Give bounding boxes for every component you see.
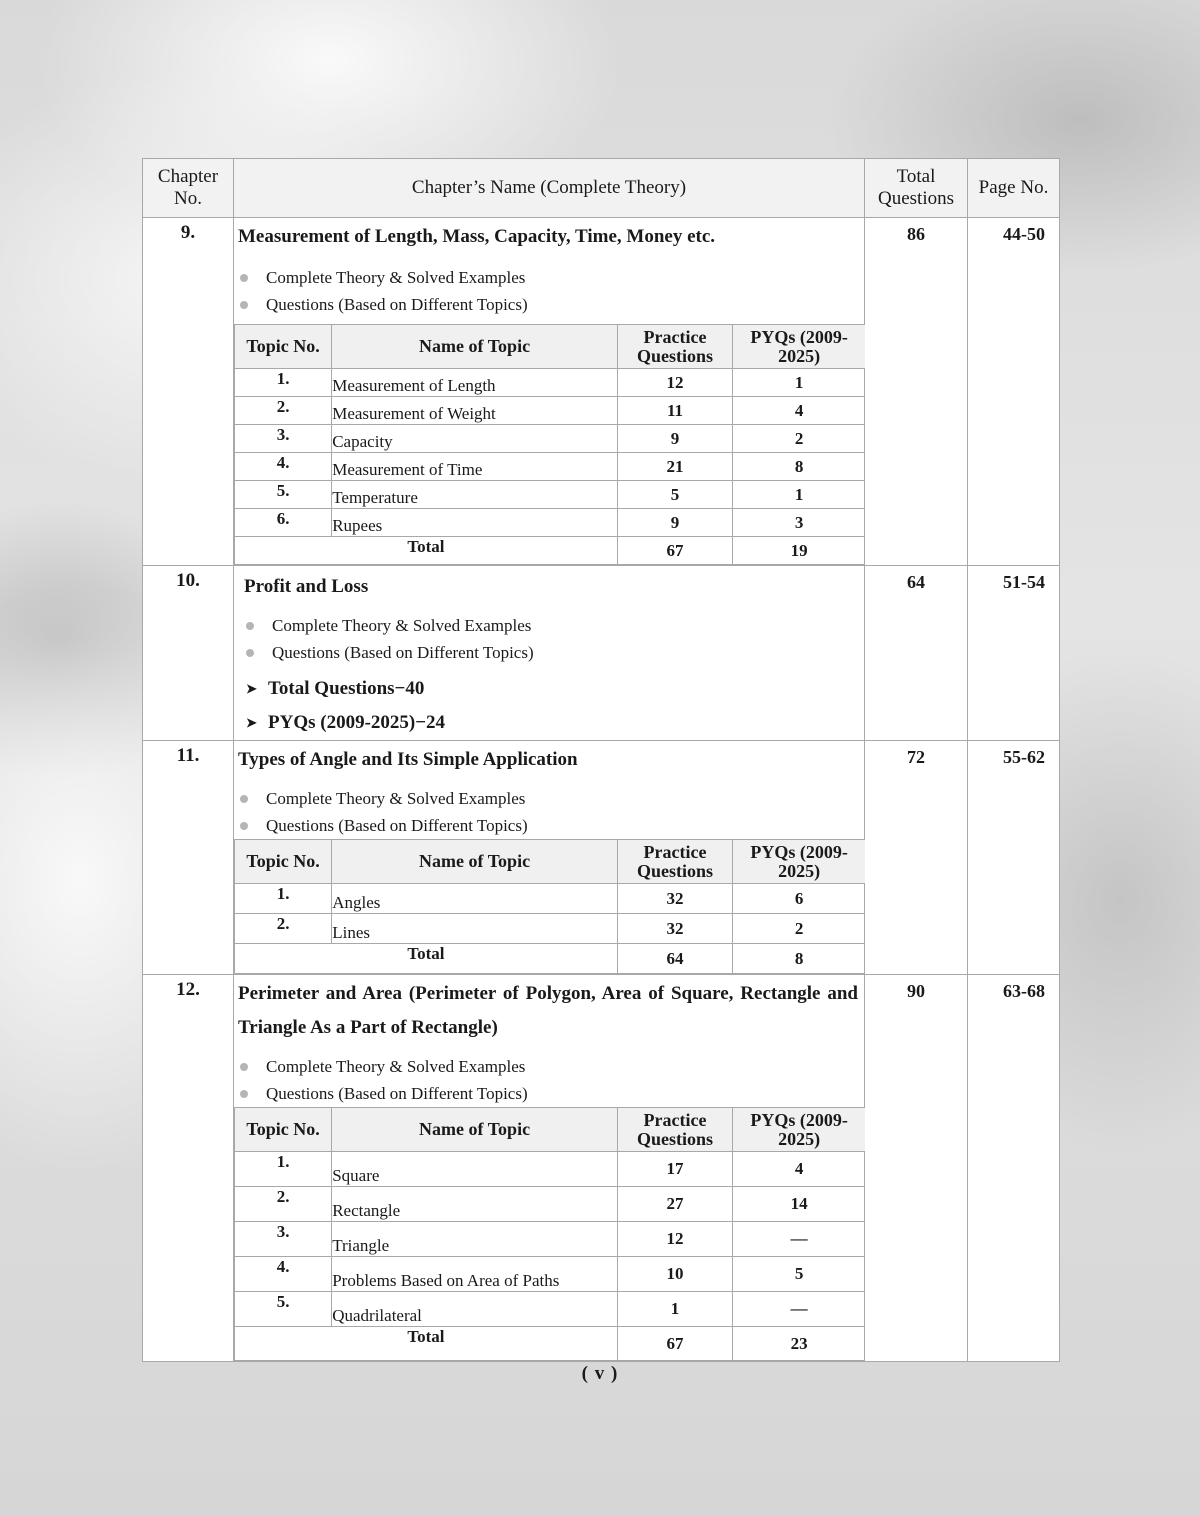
topics-header-row: [235, 325, 866, 369]
bullet-dot-icon: [240, 822, 248, 830]
chapter-pages: 51-54: [1003, 572, 1045, 592]
chapter-total-questions: 86: [865, 218, 968, 565]
table-row: 2. Measurement of Weight 11 4: [235, 397, 866, 425]
table-row: 1. Square 17 4: [235, 1152, 866, 1187]
bullet-dot-icon: [240, 301, 248, 309]
arrow-right-icon: ➤: [246, 715, 257, 730]
th-topic-name: Name of Topic: [332, 325, 618, 369]
table-row: 4. Problems Based on Area of Paths 10 5: [235, 1257, 866, 1292]
topics-table: [234, 1107, 865, 1361]
chapter-bullets: [234, 1053, 864, 1107]
chapter-number: 12.: [143, 975, 234, 1361]
bullet-item: Complete Theory & Solved Examples: [240, 1053, 864, 1080]
table-row: 5. Temperature 5 1: [235, 481, 866, 509]
bullet-dot-icon: [246, 649, 254, 657]
total-row: Total 67 23: [235, 1327, 866, 1361]
chapter-content: [234, 741, 865, 974]
bullet-item: Questions (Based on Different Topics): [240, 291, 864, 318]
chapter-number: 11.: [143, 741, 234, 974]
bullet-item: Complete Theory & Solved Examples: [240, 264, 864, 291]
table-row: 2. Rectangle 27 14: [235, 1187, 866, 1222]
chapter-bullets: [234, 785, 864, 839]
table-row: 1. Measurement of Length 12 1: [235, 369, 866, 397]
chapter-number: 10.: [143, 566, 234, 740]
th-practice: Practice Questions: [617, 1108, 732, 1152]
bullet-dot-icon: [240, 274, 248, 282]
bullet-item: Questions (Based on Different Topics): [246, 639, 864, 666]
th-pyqs: PYQs (2009-2025): [733, 840, 865, 884]
table-row: 3. Capacity 9 2: [235, 425, 866, 453]
bullet-dot-icon: [240, 1063, 248, 1071]
chapter-row: [143, 218, 1059, 566]
chapter-total-questions: 90: [865, 975, 968, 1361]
table-row: 2. Lines 32 2: [235, 914, 866, 944]
chapter-summary: [246, 672, 864, 740]
table-row: 1. Angles 32 6: [235, 884, 866, 914]
table-row: 3. Triangle 12 —: [235, 1222, 866, 1257]
table-row: 6. Rupees 9 3: [235, 509, 866, 537]
chapter-row: [143, 566, 1059, 741]
th-topic-no: Topic No.: [235, 840, 332, 884]
chapter-total-questions: 64: [865, 566, 968, 740]
th-topic-name: Name of Topic: [332, 840, 618, 884]
bullet-item: Questions (Based on Different Topics): [240, 812, 864, 839]
topics-header-row: [235, 840, 866, 884]
chapter-title: Types of Angle and Its Simple Application: [238, 749, 578, 770]
table-row: 5. Quadrilateral 1 —: [235, 1292, 866, 1327]
chapter-content: [234, 566, 865, 740]
chapter-title: Perimeter and Area (Perimeter of Polygon, Area of Square, Rectangle and Triangle As a Part of Rectangle): [238, 983, 858, 1038]
chapter-row: [143, 741, 1059, 975]
table-row: 4. Measurement of Time 21 8: [235, 453, 866, 481]
chapter-content: [234, 218, 865, 565]
topics-table: [234, 839, 865, 974]
page-number-footer: ( v ): [581, 1363, 619, 1384]
bullet-item: Questions (Based on Different Topics): [240, 1080, 864, 1107]
summary-total-questions: ➤ Total Questions−40: [246, 672, 864, 706]
chapter-title: Measurement of Length, Mass, Capacity, Time, Money etc.: [238, 226, 716, 247]
bullet-item: Complete Theory & Solved Examples: [246, 612, 864, 639]
chapter-bullets: [234, 264, 864, 318]
header-page-no: Page No.: [978, 177, 1049, 198]
total-row: Total 67 19: [235, 537, 866, 565]
chapter-total-questions: 72: [865, 741, 968, 974]
header-total-questions: Total Questions: [865, 159, 968, 217]
th-practice: Practice Questions: [617, 325, 732, 369]
table-header: [143, 159, 1059, 218]
bullet-dot-icon: [240, 795, 248, 803]
th-pyqs: PYQs (2009-2025): [733, 1108, 865, 1152]
th-topic-name: Name of Topic: [332, 1108, 618, 1152]
topics-header-row: [235, 1108, 866, 1152]
th-topic-no: Topic No.: [235, 1108, 332, 1152]
topics-table: [234, 324, 865, 565]
th-topic-no: Topic No.: [235, 325, 332, 369]
th-practice: Practice Questions: [617, 840, 732, 884]
th-pyqs: PYQs (2009-2025): [733, 325, 865, 369]
header-chapter-no: Chapter No.: [143, 159, 234, 217]
bullet-item: Complete Theory & Solved Examples: [240, 785, 864, 812]
chapter-pages: 44-50: [1003, 224, 1045, 244]
chapter-pages: 55-62: [1003, 747, 1045, 767]
arrow-right-icon: ➤: [246, 681, 257, 696]
chapter-number: 9.: [143, 218, 234, 565]
summary-pyqs: ➤ PYQs (2009-2025)−24: [246, 706, 864, 740]
chapter-content: [234, 975, 865, 1361]
chapter-title: Profit and Loss: [244, 576, 369, 597]
header-chapter-name: Chapter’s Name (Complete Theory): [234, 159, 865, 217]
bullet-dot-icon: [240, 1090, 248, 1098]
total-row: Total 64 8: [235, 944, 866, 974]
chapter-row: [143, 975, 1059, 1361]
contents-table: [142, 158, 1060, 1362]
chapter-pages: 63-68: [1003, 981, 1045, 1001]
chapter-bullets: [240, 612, 864, 666]
bullet-dot-icon: [246, 622, 254, 630]
